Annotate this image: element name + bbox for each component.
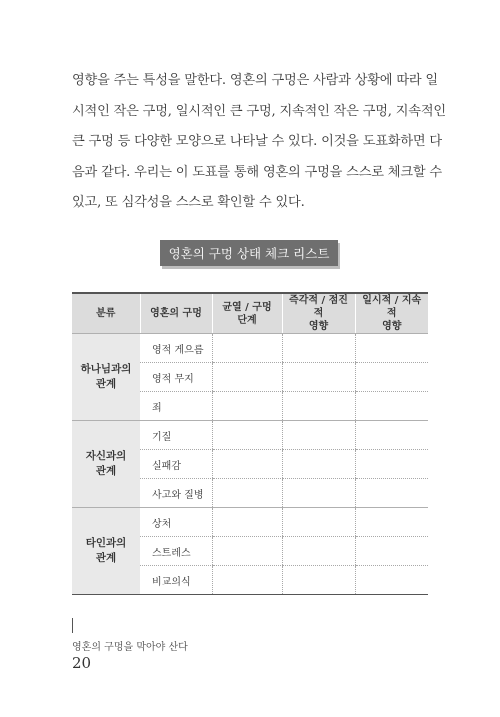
check-cell[interactable] <box>212 566 282 595</box>
check-cell[interactable] <box>355 334 428 363</box>
header-category: 분류 <box>72 293 140 334</box>
table-title-banner: 영혼의 구멍 상태 체크 리스트 <box>160 240 338 266</box>
paragraph-line: 영향을 주는 특성을 말한다. 영혼의 구멍은 사람과 상황에 따라 일 <box>72 73 438 88</box>
check-cell[interactable] <box>212 421 282 450</box>
table-row <box>72 334 428 363</box>
check-cell[interactable] <box>282 479 355 508</box>
item-cell: 비교의식 <box>140 566 212 595</box>
header-immediate-gradual: 즉각적 / 점진적 영향 <box>282 293 355 334</box>
page-number: 20 <box>72 654 92 672</box>
check-cell[interactable] <box>282 421 355 450</box>
check-cell[interactable] <box>212 479 282 508</box>
check-cell[interactable] <box>212 363 282 392</box>
item-cell: 영적 무지 <box>140 363 212 392</box>
table-header-row <box>72 293 428 334</box>
check-cell[interactable] <box>282 363 355 392</box>
check-cell[interactable] <box>355 392 428 421</box>
check-cell[interactable] <box>282 334 355 363</box>
item-cell: 죄 <box>140 392 212 421</box>
table-row <box>72 508 428 537</box>
group-god: 하나님과의 관계 <box>72 334 140 421</box>
check-cell[interactable] <box>212 334 282 363</box>
table-row <box>72 421 428 450</box>
paragraph-line: 큰 구멍 등 다양한 모양으로 나타날 수 있다. 이것을 도표화하면 다 <box>72 134 442 149</box>
item-cell: 기질 <box>140 421 212 450</box>
paragraph-line: 있고, 또 심각성을 스스로 확인할 수 있다. <box>72 195 305 210</box>
check-cell[interactable] <box>355 363 428 392</box>
item-cell: 사고와 질병 <box>140 479 212 508</box>
check-cell[interactable] <box>212 537 282 566</box>
check-cell[interactable] <box>212 450 282 479</box>
check-cell[interactable] <box>355 508 428 537</box>
group-others: 타인과의 관계 <box>72 508 140 595</box>
check-cell[interactable] <box>355 537 428 566</box>
footer-book-title: 영혼의 구멍을 막아야 산다 <box>72 642 188 653</box>
item-cell: 스트레스 <box>140 537 212 566</box>
paragraph-line: 음과 같다. 우리는 이 도표를 통해 영혼의 구멍을 스스로 체크할 수 <box>72 164 442 180</box>
group-self: 자신과의 관계 <box>72 421 140 508</box>
header-soul-hole: 영혼의 구멍 <box>140 293 212 334</box>
check-cell[interactable] <box>282 450 355 479</box>
check-cell[interactable] <box>212 392 282 421</box>
check-cell[interactable] <box>355 479 428 508</box>
check-cell[interactable] <box>355 450 428 479</box>
check-cell[interactable] <box>282 537 355 566</box>
check-cell[interactable] <box>355 421 428 450</box>
checklist-table <box>72 292 428 595</box>
check-cell[interactable] <box>355 566 428 595</box>
check-cell[interactable] <box>282 566 355 595</box>
check-cell[interactable] <box>282 508 355 537</box>
check-cell[interactable] <box>282 392 355 421</box>
item-cell: 상처 <box>140 508 212 537</box>
item-cell: 영적 게으름 <box>140 334 212 363</box>
paragraph-line: 시적인 작은 구멍, 일시적인 큰 구멍, 지속적인 작은 구멍, 지속적인 <box>72 103 446 119</box>
header-temporary-lasting: 일시적 / 지속적 영향 <box>355 293 428 334</box>
header-stage: 균열 / 구멍 단계 <box>212 293 282 334</box>
check-cell[interactable] <box>212 508 282 537</box>
item-cell: 실패감 <box>140 450 212 479</box>
body-paragraph <box>72 66 446 219</box>
footer-divider <box>72 618 73 633</box>
